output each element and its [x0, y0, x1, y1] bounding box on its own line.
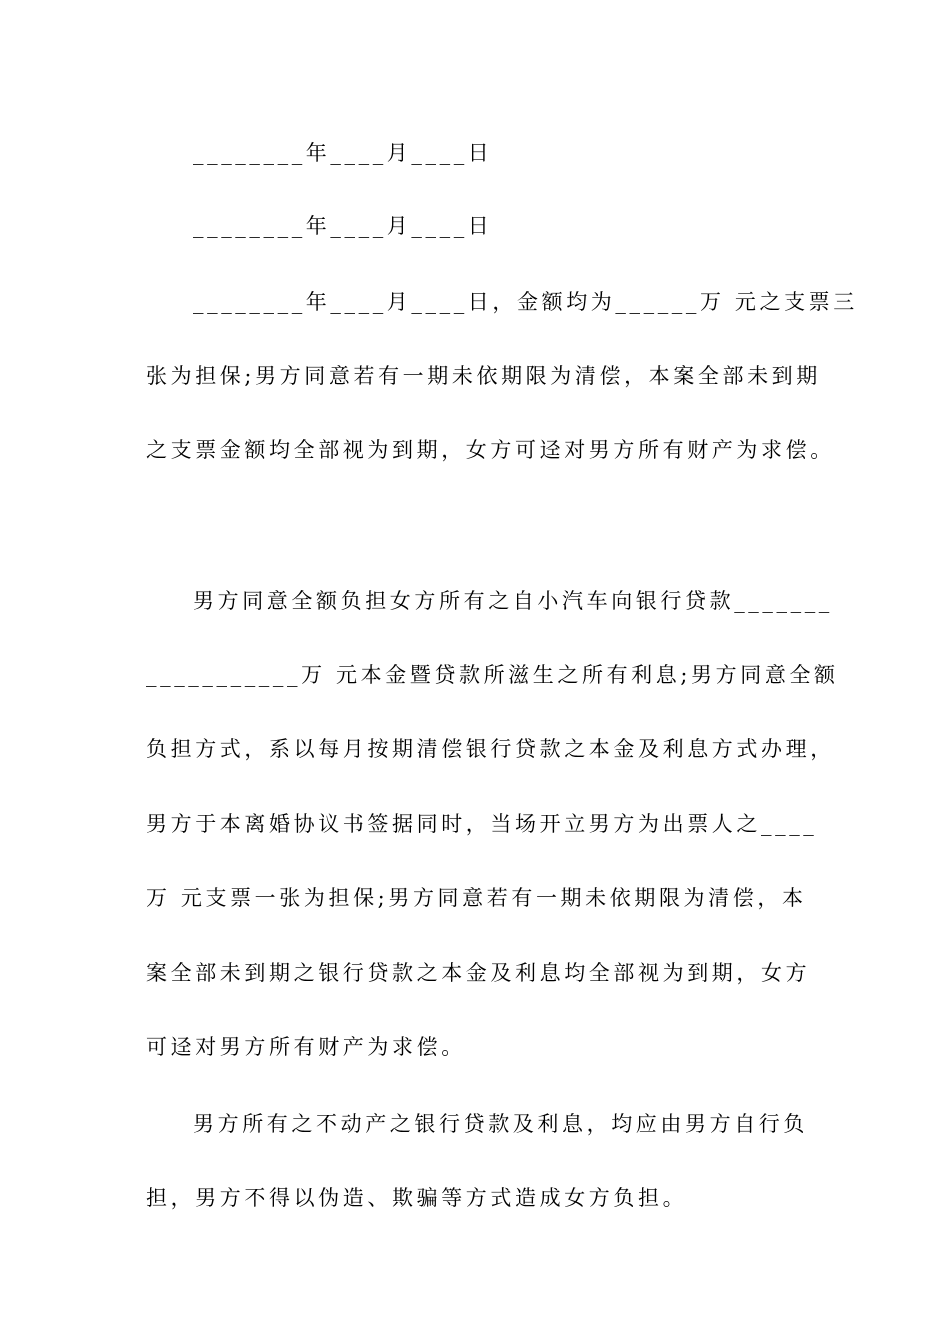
- paragraph-line: 可迳对男方所有财产为求偿。: [146, 1035, 466, 1059]
- paragraph-line: 案全部未到期之银行贷款之本金及利息均全部视为到期，女方: [146, 961, 811, 985]
- paragraph-line: 负担方式，系以每月按期清偿银行贷款之本金及利息方式办理，: [146, 737, 835, 761]
- paragraph-first-line: 男方同意全额负担女方所有之自小汽车向银行贷款_______: [193, 589, 833, 613]
- paragraph-line: 万 元支票一张为担保;男方同意若有一期未依期限为清偿，本: [146, 886, 807, 910]
- date-line-1: ________年____月____日: [193, 141, 493, 165]
- paragraph-first-line: 男方所有之不动产之银行贷款及利息，均应由男方自行负: [193, 1112, 808, 1136]
- paragraph-line: 之支票金额均全部视为到期，女方可迳对男方所有财产为求偿。: [146, 438, 835, 462]
- paragraph-line: 张为担保;男方同意若有一期未依期限为清偿，本案全部未到期: [146, 364, 821, 388]
- paragraph-line: ___________万 元本金暨贷款所滋生之所有利息;男方同意全额: [146, 663, 839, 687]
- date-line-2: ________年____月____日: [193, 214, 493, 238]
- paragraph-line: 男方于本离婚协议书签据同时，当场开立男方为出票人之____: [146, 812, 818, 836]
- paragraph-line: 担，男方不得以伪造、欺骗等方式造成女方负担。: [146, 1186, 688, 1210]
- date-amount-line: ________年____月____日，金额均为______万 元之支票三: [193, 290, 858, 314]
